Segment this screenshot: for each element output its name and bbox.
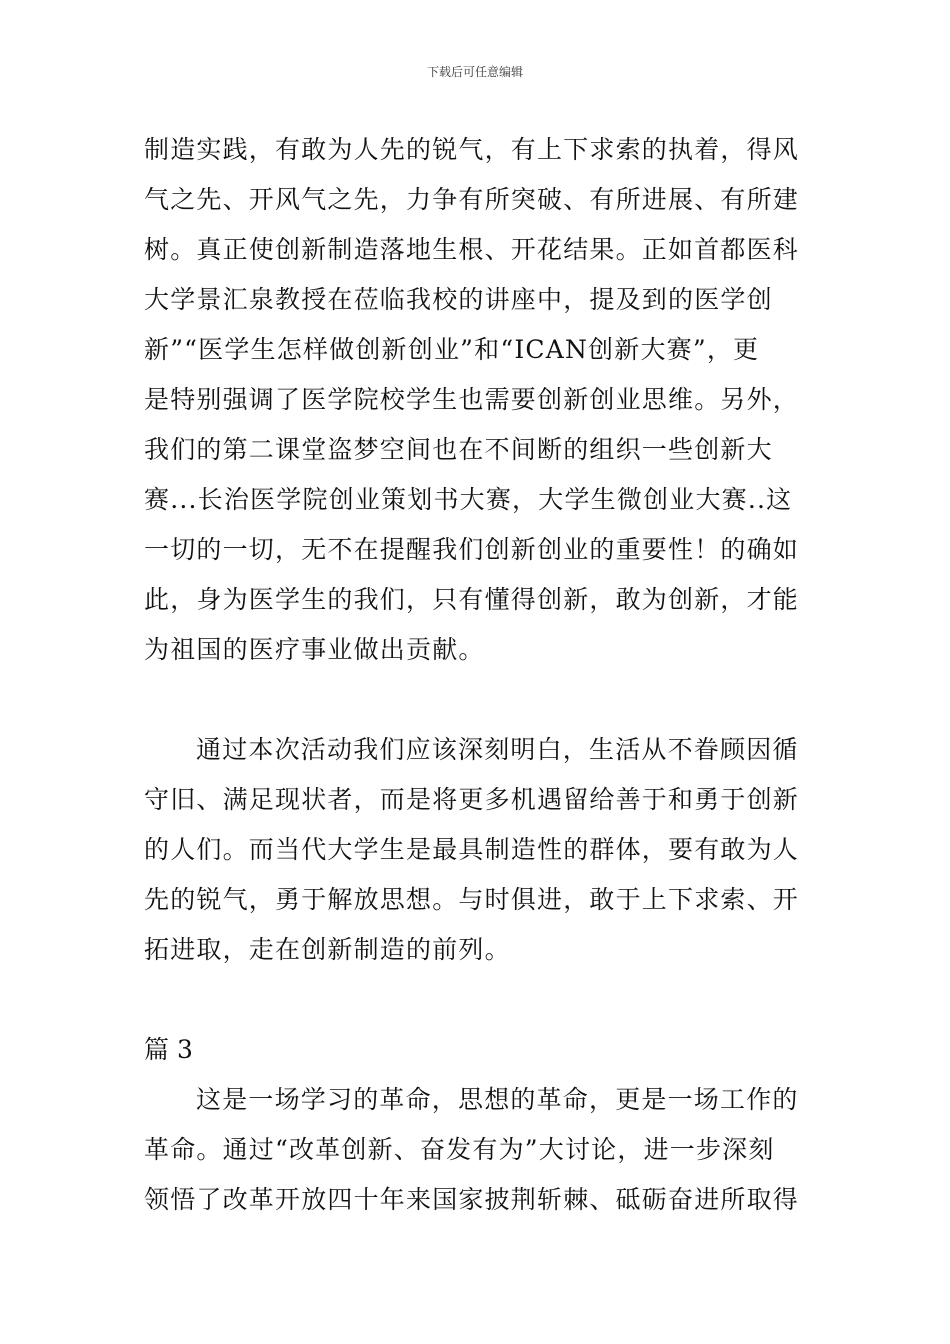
section-heading: 篇 3 bbox=[144, 1035, 193, 1064]
text-line: 领悟了改革开放四十年来国家披荆斩棘、砥砺奋进所取得 bbox=[144, 1185, 800, 1214]
text-line: 赛...长治医学院创业策划书大赛，大学生微创业大赛..这 bbox=[144, 485, 793, 514]
text-line: 这是一场学习的革命，思想的革命，更是一场工作的 bbox=[196, 1085, 799, 1114]
text-line: 是特别强调了医学院校学生也需要创新创业思维。另外， bbox=[144, 385, 800, 414]
text-line: 我们的第二课堂盗梦空间也在不间断的组织一些创新大 bbox=[144, 435, 773, 464]
text-line: 的人们。而当代大学生是最具制造性的群体，要有敢为人 bbox=[144, 835, 800, 864]
text-line: 此，身为医学生的我们，只有懂得创新，敢为创新，才能 bbox=[144, 585, 800, 614]
text-line: 树。真正使创新制造落地生根、开花结果。正如首都医科 bbox=[144, 235, 800, 264]
text-line: 守旧、满足现状者，而是将更多机遇留给善于和勇于创新 bbox=[144, 785, 800, 814]
text-line: 一切的一切，无不在提醒我们创新创业的重要性！的确如 bbox=[144, 535, 800, 564]
text-line: 新”“医学生怎样做创新创业”和“ICAN创新大赛”，更 bbox=[144, 335, 760, 364]
text-line: 制造实践，有敢为人先的锐气，有上下求索的执着，得风 bbox=[144, 135, 800, 164]
text-line: 为祖国的医疗事业做出贡献。 bbox=[144, 635, 485, 664]
text-line: 通过本次活动我们应该深刻明白，生活从不眷顾因循 bbox=[196, 735, 799, 764]
text-line: 革命。通过“改革创新、奋发有为”大讨论，进一步深刻 bbox=[144, 1135, 775, 1164]
text-line: 气之先、开风气之先，力争有所突破、有所进展、有所建 bbox=[144, 185, 800, 214]
text-line: 大学景汇泉教授在莅临我校的讲座中，提及到的医学创 bbox=[144, 285, 773, 314]
text-line: 拓进取，走在创新制造的前列。 bbox=[144, 935, 511, 964]
text-line: 先的锐气，勇于解放思想。与时俱进，敢于上下求索、开 bbox=[144, 885, 800, 914]
page-header: 下载后可任意编辑 bbox=[426, 65, 523, 79]
